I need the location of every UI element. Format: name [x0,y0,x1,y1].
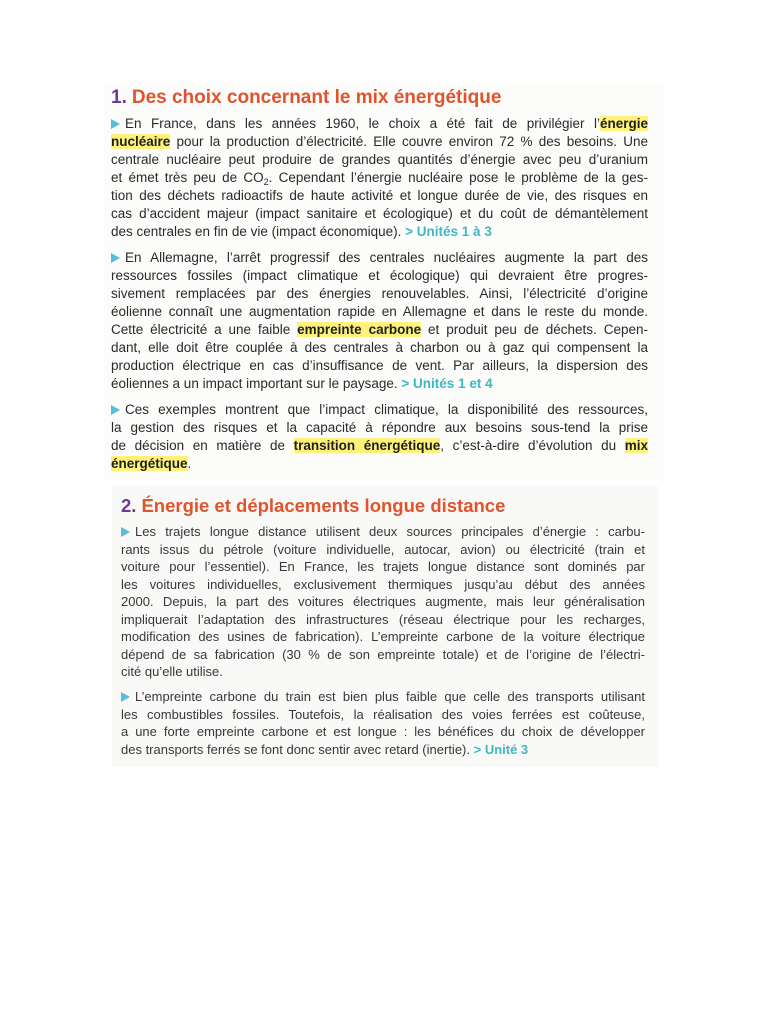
text-line [121,741,645,759]
section-heading [121,495,645,517]
section-mix-energetique [111,87,648,473]
text-line [121,523,645,541]
section-number: 1. [111,87,127,108]
line-text: de décision en matière de [111,438,294,453]
cross-reference-link: > Unités 1 à 3 [405,224,492,239]
line-text: sivement remplacées par des énergies renouvelables. Ainsi, l’électricité d’origine [111,286,648,301]
highlighted-term: mix [624,438,648,453]
bullet-triangle-icon [121,527,130,537]
section-deplacements-longue-distance [121,495,645,758]
text-line [111,267,648,285]
text-line [121,646,645,664]
highlighted-term: transition énergétique [293,438,441,453]
line-text: production électrique en cas d’insuffisance de vent. Par ailleurs, la dispersion des [111,358,648,373]
text-line [121,593,645,611]
bullet-triangle-icon [111,119,120,129]
line-text: centrale nucléaire peut produire de grandes quantités d’énergie avec peu d’uranium [111,152,648,167]
line-text: impliquerait l’adaptation des infrastructures (réseau électrique pour les recharges, [121,611,645,627]
text-line [111,285,648,303]
line-text: dant, elle doit être couplée à des centrales à charbon ou à gaz qui compensent la [111,340,648,355]
paragraph [121,688,645,758]
line-text: Les trajets longue distance utilisent deux sources principales d’énergie : carbu- [135,524,645,539]
line-text: dépend de sa fabrication (30 % de son empreinte totale) et de l’origine de l’électri- [121,646,645,662]
highlighted-term: nucléaire [111,134,171,149]
line-text: pour la production d’électricité. Elle couvre environ 72 % des besoins. Une [170,134,648,149]
paragraph [111,249,648,393]
bullet-triangle-icon [111,253,120,263]
text-line [111,303,648,321]
section-title: Énergie et déplacements longue distance [141,495,506,516]
text-line [111,151,648,169]
subscript: 2 [263,177,269,187]
line-text: En France, dans les années 1960, le choix a été fait de privilégier l’ [125,116,600,131]
text-line [121,706,645,724]
bullet-triangle-icon [121,692,130,702]
text-line [111,223,648,241]
line-text: modification des usines de fabrication). L’empreinte carbone de la voiture électrique [121,629,645,644]
highlighted-term: empreinte carbone [297,322,422,337]
text-line [121,723,645,741]
section-title: Des choix concernant le mix énergétique [131,87,502,108]
text-line [111,133,648,151]
text-line [111,249,648,267]
paragraph [111,115,648,241]
cross-reference-link: > Unité 3 [473,741,529,757]
text-line [111,187,648,205]
text-line [111,455,648,473]
line-text: la gestion des risques et la capacité à répondre aux besoins sous-tend la prise [111,420,648,435]
text-line [111,419,648,437]
line-text: les voitures individuelles, exclusivement thermiques jusqu’au début des années [121,576,645,592]
text-line [111,169,648,187]
text-line [111,321,648,339]
section-heading [111,87,648,109]
highlighted-term: énergie [599,116,648,131]
line-text: voiture pour l’essentiel). En France, les trajets longue distance sont dominés par [121,559,645,574]
highlighted-term: énergétique [111,456,188,471]
text-line [121,628,645,646]
paragraph [111,401,648,473]
text-line [121,663,645,681]
line-text: 2000. Depuis, la part des voitures électriques augmente, mais leur généralisation [121,594,645,609]
text-line [121,611,645,629]
line-text: éolienne connaît une augmentation rapide en Allemagne et dans le reste du monde. [111,304,648,319]
line-text: L’empreinte carbone du train est bien plus faible que celle des transports utilisant [135,689,645,704]
line-text: Ces exemples montrent que l’impact climatique, la disponibilité des ressources, [125,402,648,417]
text-line [111,339,648,357]
cross-reference-link: > Unités 1 et 4 [401,376,493,391]
line-text: a une forte empreinte carbone et est longue : les bénéfices du choix de développer [121,724,645,739]
line-text: . Cependant l’énergie nucléaire pose le problème de la ges- [268,170,648,185]
text-line [111,205,648,223]
text-line [121,541,645,559]
line-text: cas d’accident majeur (impact sanitaire et écologique) et du coût de démantèlement [111,206,648,221]
text-line [121,558,645,576]
text-line [111,375,648,393]
line-text: et produit peu de déchets. Cepen- [421,322,648,337]
line-text: . [187,456,192,471]
line-text: rants issus du pétrole (voiture individuelle, autocar, avion) ou électricité (train et [121,541,645,557]
line-text: des transports ferrés se font donc sentir avec retard (inertie). [121,741,474,757]
text-line [111,437,648,455]
line-text: et émet très peu de CO [111,170,264,185]
line-text: cité qu’elle utilise. [121,664,223,679]
bullet-triangle-icon [111,405,120,415]
text-line [111,357,648,375]
section-number: 2. [121,495,137,516]
line-text: les combustibles fossiles. Toutefois, la réalisation des voies ferrées est coûteuse, [121,706,645,722]
line-text: des centrales en fin de vie (impact économique). [111,224,406,239]
text-line [111,115,648,133]
line-text: En Allemagne, l’arrêt progressif des centrales nucléaires augmente la part des [125,250,648,265]
line-text: tion des déchets radioactifs de haute activité et longue durée de vie, des risques en [111,188,648,203]
paragraph [121,523,645,681]
text-line [121,688,645,706]
text-line [111,401,648,419]
line-text: Cette électricité a une faible [111,322,298,337]
line-text: éoliennes a un impact important sur le paysage. [111,376,402,391]
text-line [121,576,645,594]
line-text: , c’est-à-dire d’évolution du [440,438,625,453]
line-text: ressources fossiles (impact climatique et écologique) qui devraient être progres- [111,268,648,283]
